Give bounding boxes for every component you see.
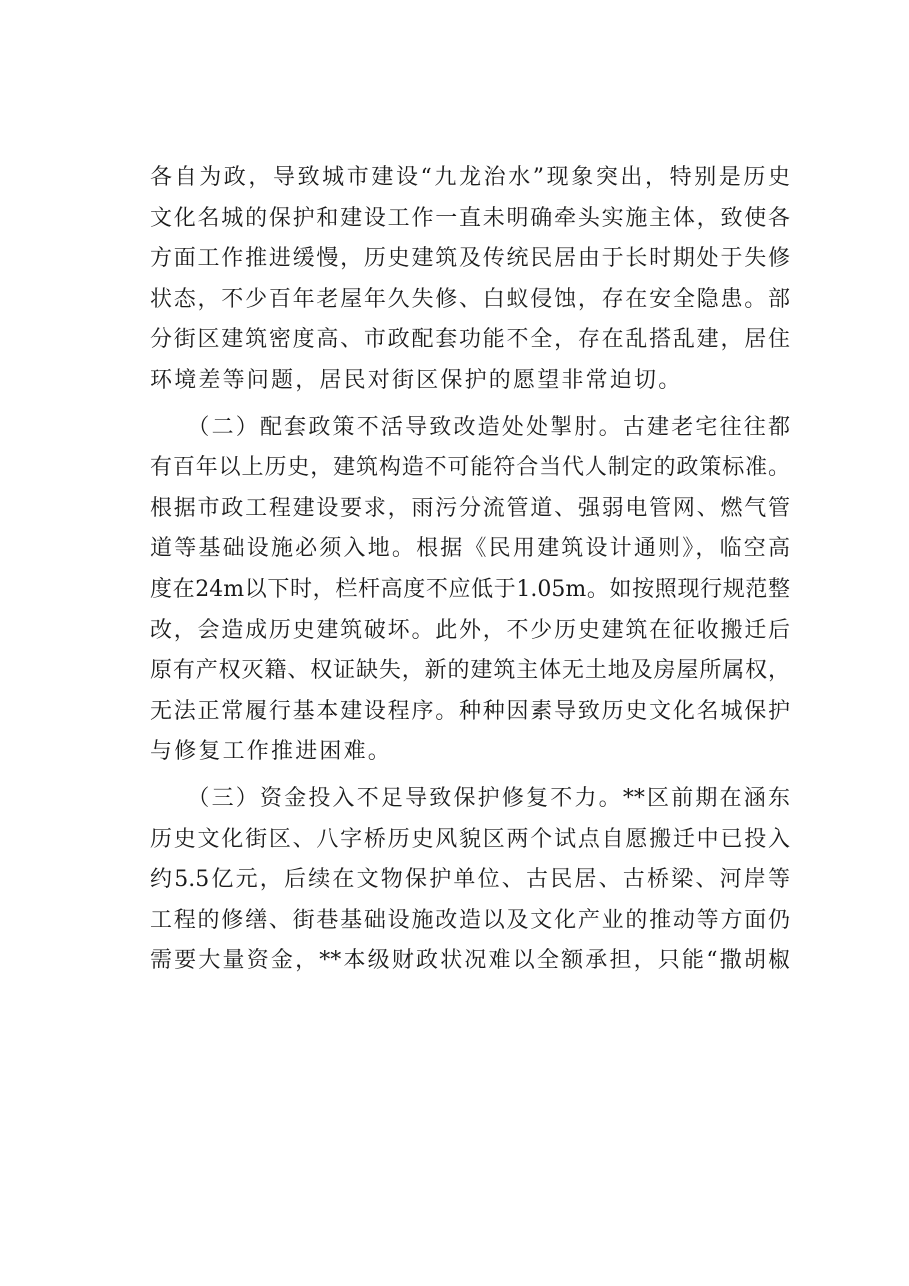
text-line: 改，会造成历史建筑破坏。此外，不少历史建筑在征收搬迁后	[150, 617, 790, 643]
text-line: 道等基础设施必须入地。根据《民用建筑设计通则》，临空高	[150, 536, 790, 562]
paragraph-2	[150, 408, 790, 773]
text-line: 工程的修缮、街巷基础设施改造以及文化产业的推动等方面仍	[150, 907, 790, 933]
document-body	[150, 158, 790, 982]
text-line: 无法正常履行基本建设程序。种种因素导致历史文化名城保护	[150, 698, 790, 724]
text-line: （三）资金投入不足导致保护修复不力。**区前期在涵东	[150, 785, 790, 811]
text-line: 根据市政工程建设要求，雨污分流管道、强弱电管网、燃气管	[150, 495, 790, 521]
text-line: 方面工作推进缓慢，历史建筑及传统民居由于长时期处于失修	[150, 246, 790, 272]
text-line: 有百年以上历史，建筑构造不可能符合当代人制定的政策标准。	[150, 455, 790, 481]
text-line: 与修复工作推进困难。	[150, 739, 393, 765]
text-line: 分街区建筑密度高、市政配套功能不全，存在乱搭乱建，居住	[150, 327, 790, 353]
text-line: 需要大量资金，**本级财政状况难以全额承担，只能“撒胡椒	[150, 948, 790, 974]
text-line: 文化名城的保护和建设工作一直未明确牵头实施主体，致使各	[150, 205, 790, 231]
text-line: 各自为政，导致城市建设“九龙治水”现象突出，特别是历史	[150, 165, 790, 190]
text-line: 约5.5亿元，后续在文物保护单位、古民居、古桥梁、河岸等	[150, 867, 790, 893]
text-line: （二）配套政策不活导致改造处处掣肘。古建老宅往往都	[150, 414, 790, 440]
text-line: 状态，不少百年老屋年久失修、白蚁侵蚀，存在安全隐患。部	[150, 286, 790, 312]
text-line: 历史文化街区、八字桥历史风貌区两个试点自愿搬迁中已投入	[150, 826, 790, 852]
text-line: 环境差等问题，居民对街区保护的愿望非常迫切。	[150, 367, 683, 393]
paragraph-1	[150, 158, 790, 402]
text-line: 原有产权灭籍、权证缺失，新的建筑主体无土地及房屋所属权，	[150, 658, 790, 684]
paragraph-3	[150, 779, 790, 982]
text-line: 度在24m以下时，栏杆高度不应低于1.05m。如按照现行规范整	[150, 576, 790, 602]
